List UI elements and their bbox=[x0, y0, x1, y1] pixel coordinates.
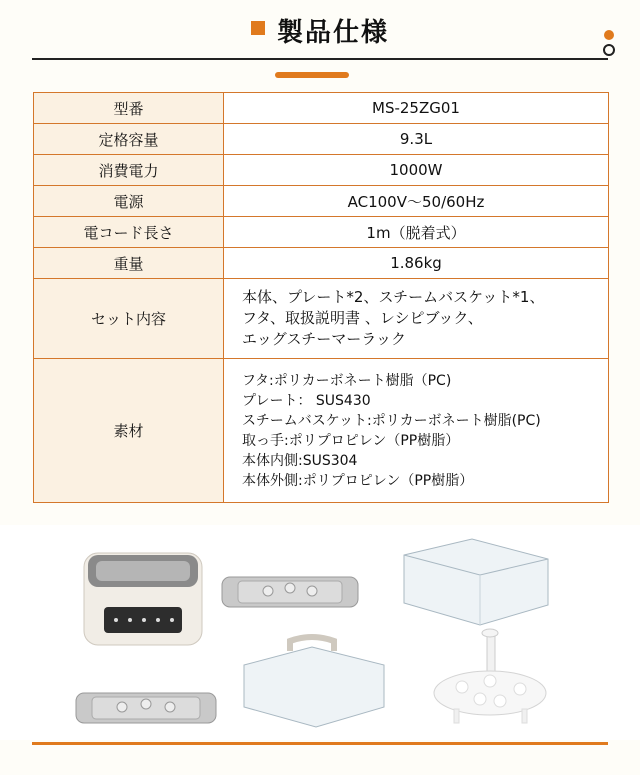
row-label: 型番 bbox=[34, 93, 224, 124]
value-line: プレート： SUS430 bbox=[242, 392, 371, 409]
table-row-cord-length bbox=[34, 217, 609, 248]
value-line: スチームバスケット:ポリカーボネート樹脂(PC) bbox=[242, 412, 541, 429]
value-line: フタ:ポリカーボネート樹脂（PC) bbox=[242, 372, 452, 389]
row-value: 1.86kg bbox=[224, 248, 609, 279]
title-square-icon bbox=[251, 21, 265, 35]
row-value bbox=[224, 359, 609, 503]
bottom-divider bbox=[32, 742, 608, 745]
components-illustration bbox=[0, 525, 640, 740]
spec-table bbox=[33, 92, 609, 503]
table-row-capacity bbox=[34, 124, 609, 155]
row-label: 電コード長さ bbox=[34, 217, 224, 248]
table-row-power bbox=[34, 155, 609, 186]
row-value: 1000W bbox=[224, 155, 609, 186]
steam-basket-image bbox=[404, 539, 548, 625]
product-components-image bbox=[0, 525, 640, 740]
plate-image bbox=[76, 693, 216, 723]
row-label: 定格容量 bbox=[34, 124, 224, 155]
lid-image bbox=[244, 637, 384, 727]
row-value bbox=[224, 279, 609, 359]
row-label: 電源 bbox=[34, 186, 224, 217]
value-line: フタ、取扱説明書 、レシピブック、 bbox=[242, 309, 483, 327]
title-divider bbox=[32, 58, 608, 60]
table-row-power-source bbox=[34, 186, 609, 217]
value-line: 本体、プレート*2、スチームバスケット*1、 bbox=[242, 288, 545, 306]
row-label: 素材 bbox=[34, 359, 224, 503]
value-line: 取っ手:ポリプロピレン（PP樹脂） bbox=[242, 432, 460, 449]
page-header bbox=[0, 0, 640, 90]
value-line: エッグスチーマーラック bbox=[242, 330, 406, 348]
table-row-set-contents bbox=[34, 279, 609, 359]
row-label: 消費電力 bbox=[34, 155, 224, 186]
table-row-materials bbox=[34, 359, 609, 503]
row-value: 9.3L bbox=[224, 124, 609, 155]
table-row-weight bbox=[34, 248, 609, 279]
steamer-body-image bbox=[84, 553, 202, 645]
table-row-model bbox=[34, 93, 609, 124]
ring-dot-icon bbox=[603, 44, 615, 56]
row-value: MS-25ZG01 bbox=[224, 93, 609, 124]
row-label: セット内容 bbox=[34, 279, 224, 359]
page-title: 製品仕様 bbox=[276, 18, 389, 48]
value-line: 本体内側:SUS304 bbox=[242, 452, 358, 469]
orange-dot-icon bbox=[604, 30, 614, 40]
accent-bar bbox=[275, 72, 349, 78]
egg-rack-image bbox=[434, 629, 546, 723]
row-label: 重量 bbox=[34, 248, 224, 279]
row-value: AC100V〜50/60Hz bbox=[224, 186, 609, 217]
value-line: 本体外側:ポリプロピレン（PP樹脂） bbox=[242, 472, 474, 489]
row-value: 1m（脱着式） bbox=[224, 217, 609, 248]
plate-image bbox=[222, 577, 358, 607]
title-wrap bbox=[0, 12, 640, 49]
